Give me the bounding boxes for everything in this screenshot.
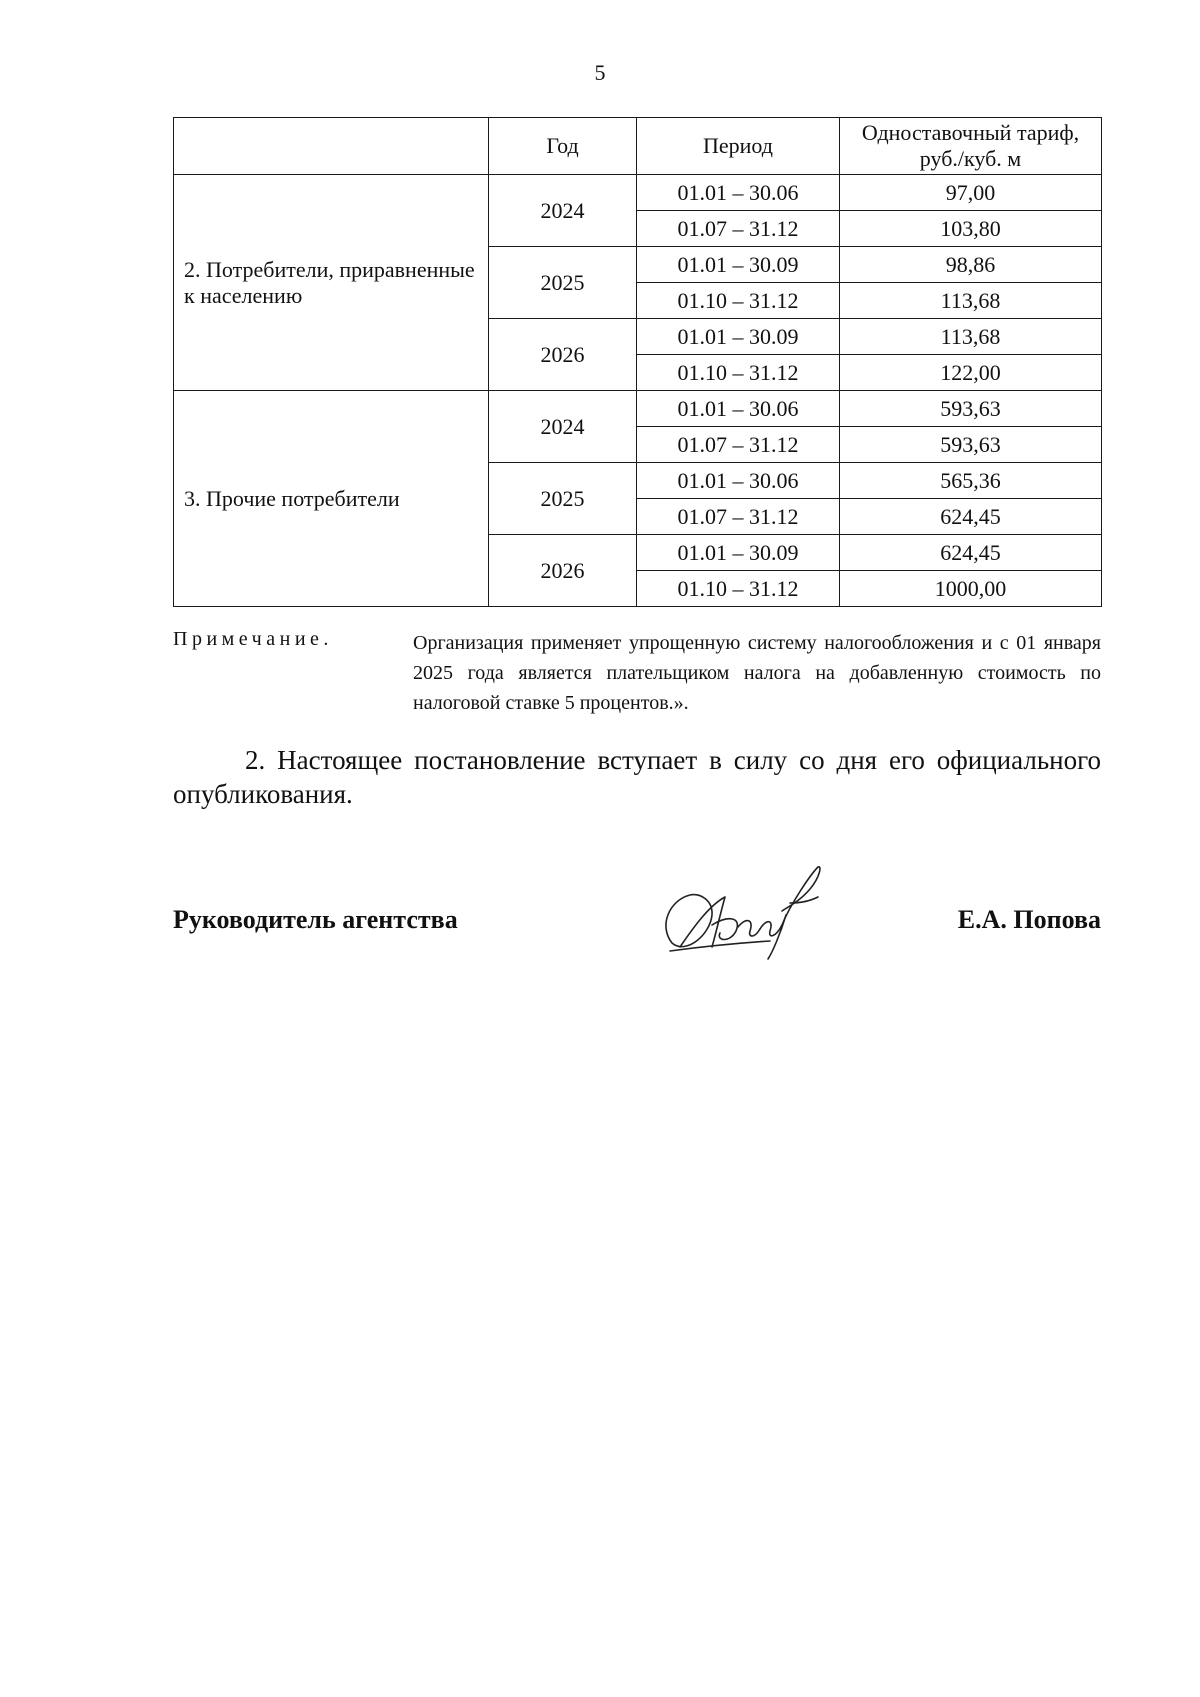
tariff-value-cell: 565,36 [840, 463, 1102, 499]
tariff-value-cell: 113,68 [840, 319, 1102, 355]
tariff-value-cell: 97,00 [840, 175, 1102, 211]
tariff-value-cell: 624,45 [840, 535, 1102, 571]
handwritten-signature-icon [650, 855, 840, 965]
consumer-group-label: 3. Прочие потребители [174, 391, 489, 607]
period-cell: 01.01 – 30.06 [637, 175, 840, 211]
table-header-row [174, 118, 1102, 175]
header-tariff: Одноставочный тариф, руб./куб. м [840, 118, 1102, 175]
period-cell: 01.10 – 31.12 [637, 571, 840, 607]
period-cell: 01.07 – 31.12 [637, 211, 840, 247]
consumer-group-label: 2. Потребители, приравненные к населению [174, 175, 489, 391]
period-cell: 01.01 – 30.09 [637, 535, 840, 571]
effective-date-paragraph: 2. Настоящее постановление вступает в силу со дня его официального опубликования. [173, 745, 1101, 809]
tariff-value-cell: 1000,00 [840, 571, 1102, 607]
tariff-table [173, 117, 1102, 607]
period-cell: 01.07 – 31.12 [637, 427, 840, 463]
tariff-value-cell: 113,68 [840, 283, 1102, 319]
period-cell: 01.10 – 31.12 [637, 355, 840, 391]
header-group [174, 118, 489, 175]
period-cell: 01.01 – 30.06 [637, 391, 840, 427]
period-cell: 01.10 – 31.12 [637, 283, 840, 319]
period-cell: 01.07 – 31.12 [637, 499, 840, 535]
period-cell: 01.01 – 30.06 [637, 463, 840, 499]
header-year: Год [489, 118, 637, 175]
period-cell: 01.01 – 30.09 [637, 247, 840, 283]
tariff-value-cell: 122,00 [840, 355, 1102, 391]
tariff-value-cell: 624,45 [840, 499, 1102, 535]
tariff-value-cell: 103,80 [840, 211, 1102, 247]
period-cell: 01.01 – 30.09 [637, 319, 840, 355]
page-number: 5 [594, 60, 606, 85]
note-text: Организация применяет упрощенную систему налогообложения и с 01 января 2025 года является плательщиком налога на добавленную стоимость по налоговой ставке 5 процентов.». [413, 632, 1101, 714]
note-label: Примечание. [173, 628, 333, 650]
year-cell: 2026 [489, 535, 637, 607]
tariff-value-cell: 593,63 [840, 391, 1102, 427]
year-cell: 2024 [489, 391, 637, 463]
table-row [174, 391, 1102, 427]
year-cell: 2024 [489, 175, 637, 247]
year-cell: 2025 [489, 463, 637, 535]
signer-title: Руководитель агентства [173, 905, 458, 934]
signature-row [173, 905, 1101, 945]
tariff-value-cell: 98,86 [840, 247, 1102, 283]
year-cell: 2026 [489, 319, 637, 391]
header-period: Период [637, 118, 840, 175]
table-row [174, 175, 1102, 211]
signer-name: Е.А. Попова [957, 905, 1101, 934]
year-cell: 2025 [489, 247, 637, 319]
tariff-value-cell: 593,63 [840, 427, 1102, 463]
